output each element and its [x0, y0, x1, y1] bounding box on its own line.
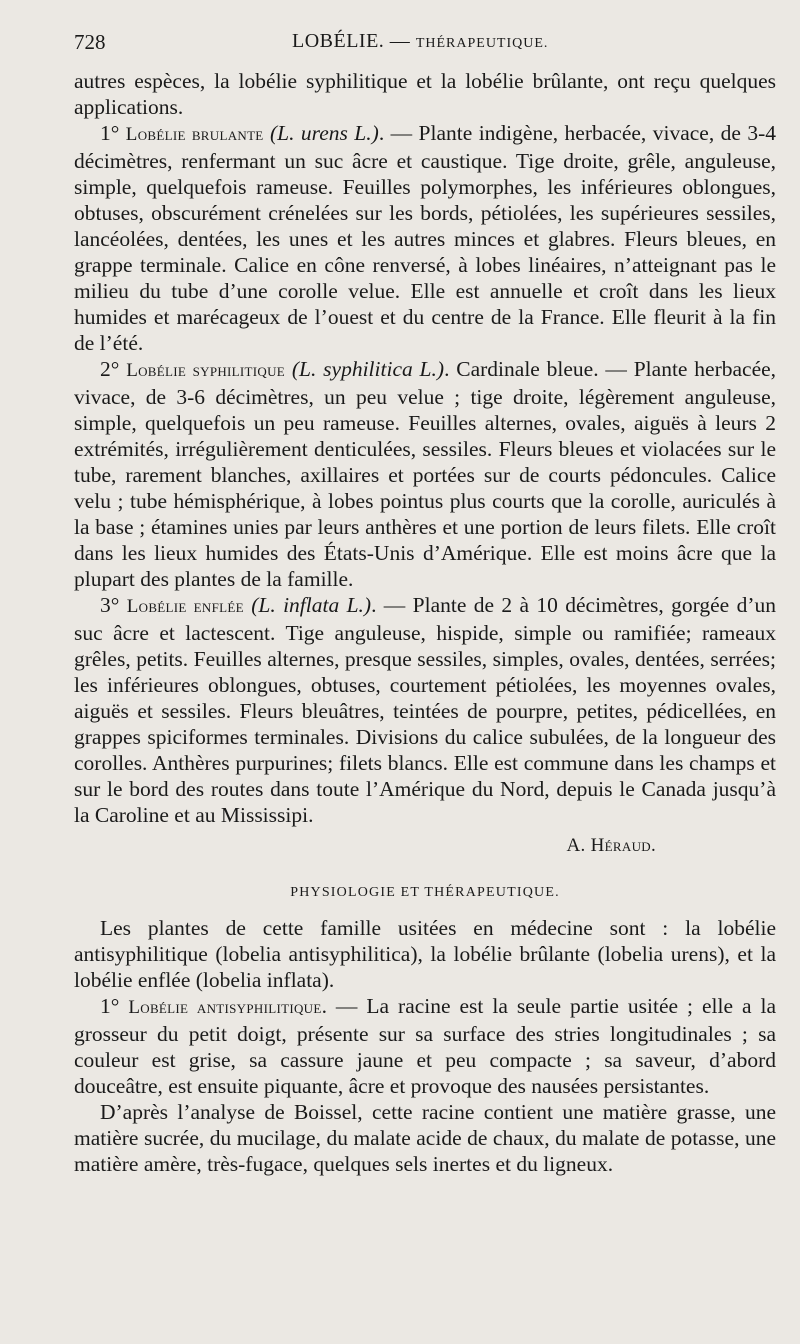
entry-latin-name: (L. inflata L.) [251, 593, 372, 617]
running-head-subtitle: THÉRAPEUTIQUE. [415, 36, 549, 51]
entry-lobelie-syphilitique [74, 356, 776, 592]
entry-number: 1° [100, 994, 120, 1018]
entry-latin-name: (L. syphilitica L.) [291, 357, 445, 381]
entry-name: Lobélie antisyphilitique [128, 997, 322, 1018]
section-title: PHYSIOLOGIE ET THÉRAPEUTIQUE. [290, 885, 560, 900]
entry-lobelie-antisyphilitique [74, 993, 776, 1099]
intro-paragraph: autres espèces, la lobélie syphilitique et la lobélie brûlante, ont reçu quelques applications. [74, 69, 776, 119]
author-name: A. Héraud. [566, 835, 656, 856]
uses-paragraph: Les plantes de cette famille usitées en médecine sont : la lobélie antisyphilitique (lobelia antisyphilitica), la lobélie brûlante (lobelia urens), et la lobélie enflée (lobelia inflata). [74, 916, 776, 992]
boissel-paragraph: D’après l’analyse de Boissel, cette racine contient une matière grasse, une matière sucrée, du mucilage, du malate acide de chaux, du malate de potasse, une matière amère, très-fugace, quelques sels inertes et du ligneux. [74, 1100, 776, 1176]
entry-description: . — Plante indigène, herbacée, vivace, de 3-4 décimètres, renfermant un suc âcre et caustique. Tige droite, grêle, anguleuse, simple, quelquefois rameuse. Feuilles polymorphes, les inférieures oblongues, obtuses, obscurément crénelées sur les bords, pétiolées, les supérieures sessiles, lancéolées, dentées, les unes et les autres minces et glabres. Fleurs bleues, en grappe terminale. Calice en cône renversé, à lobes linéaires, n’atteignant pas le milieu du tube d’une corolle velue. Elle est annuelle et croît dans les lieux humides et marécageux de l’ouest et du centre de la France. Elle fleurit à la fin de l’été. [74, 121, 777, 355]
entry-lobelie-brulante [74, 120, 776, 356]
entry-name: Lobélie enflée [126, 596, 244, 617]
author-signature [74, 832, 776, 859]
entry-number: 2° [100, 357, 120, 381]
entry-number: 1° [100, 121, 120, 145]
entry-description: . Cardinale bleue. — Plante herbacée, vivace, de 3-6 décimètres, un peu velue ; tige droite, légèrement anguleuse, simple, quelquefois un peu rameuse. Feuilles alternes, ovales, aiguës à leurs 2 extrémités, irrégulièrement denticulées, sessiles. Fleurs bleues et violacées sur le tube, rarement blanches, axillaires et portées sur de courts pédoncules. Calice velu ; tube hémisphérique, à lobes pointus plus courts que la corolle, auriculés à la base ; étamines unies par leurs anthères et une portion de leurs filets. Elle croît dans les lieux humides des États-Unis d’Amérique. Elle est moins âcre que la plupart des plantes de la famille. [74, 357, 777, 591]
running-head-title: LOBÉLIE. — [292, 30, 416, 52]
entry-name: Lobélie brulante [125, 124, 264, 145]
entry-latin-name: (L. urens L.) [269, 121, 379, 145]
entry-number: 3° [100, 593, 120, 617]
entry-description: . — Plante de 2 à 10 décimètres, gorgée d’un suc âcre et lactescent. Tige anguleuse, hispide, simple ou ramifiée; rameaux grêles, petits. Feuilles alternes, presque sessiles, simples, ovales, dentées, serrées; les inférieures oblongues, obtuses, courtement pétiolées, les moyennes ovales, aiguës et sessiles. Fleurs bleuâtres, teintées de pourpre, petites, pédicellées, en grappes spiciformes terminales. Divisions du calice subulées, de la longueur des corolles. Anthères purpurines; filets blancs. Elle est commune dans les champs et sur le bord des routes dans toute l’Amérique du Nord, depuis le Canada jusqu’à la Caroline et au Mississipi. [74, 593, 776, 827]
entry-description: . — La racine est la seule partie usitée ; elle a la grosseur du petit doigt, présente sur sa surface des stries longitudinales ; sa couleur est grise, sa cassure jaune et peu compacte ; sa saveur, d’abord douceâtre, est ensuite piquante, âcre et provoque des nausées persistantes. [74, 994, 777, 1098]
page-header [74, 30, 776, 64]
entry-name: Lobélie syphilitique [126, 360, 286, 381]
running-head [292, 30, 548, 53]
entry-lobelie-enflee [74, 592, 776, 828]
page-number: 728 [74, 30, 106, 54]
